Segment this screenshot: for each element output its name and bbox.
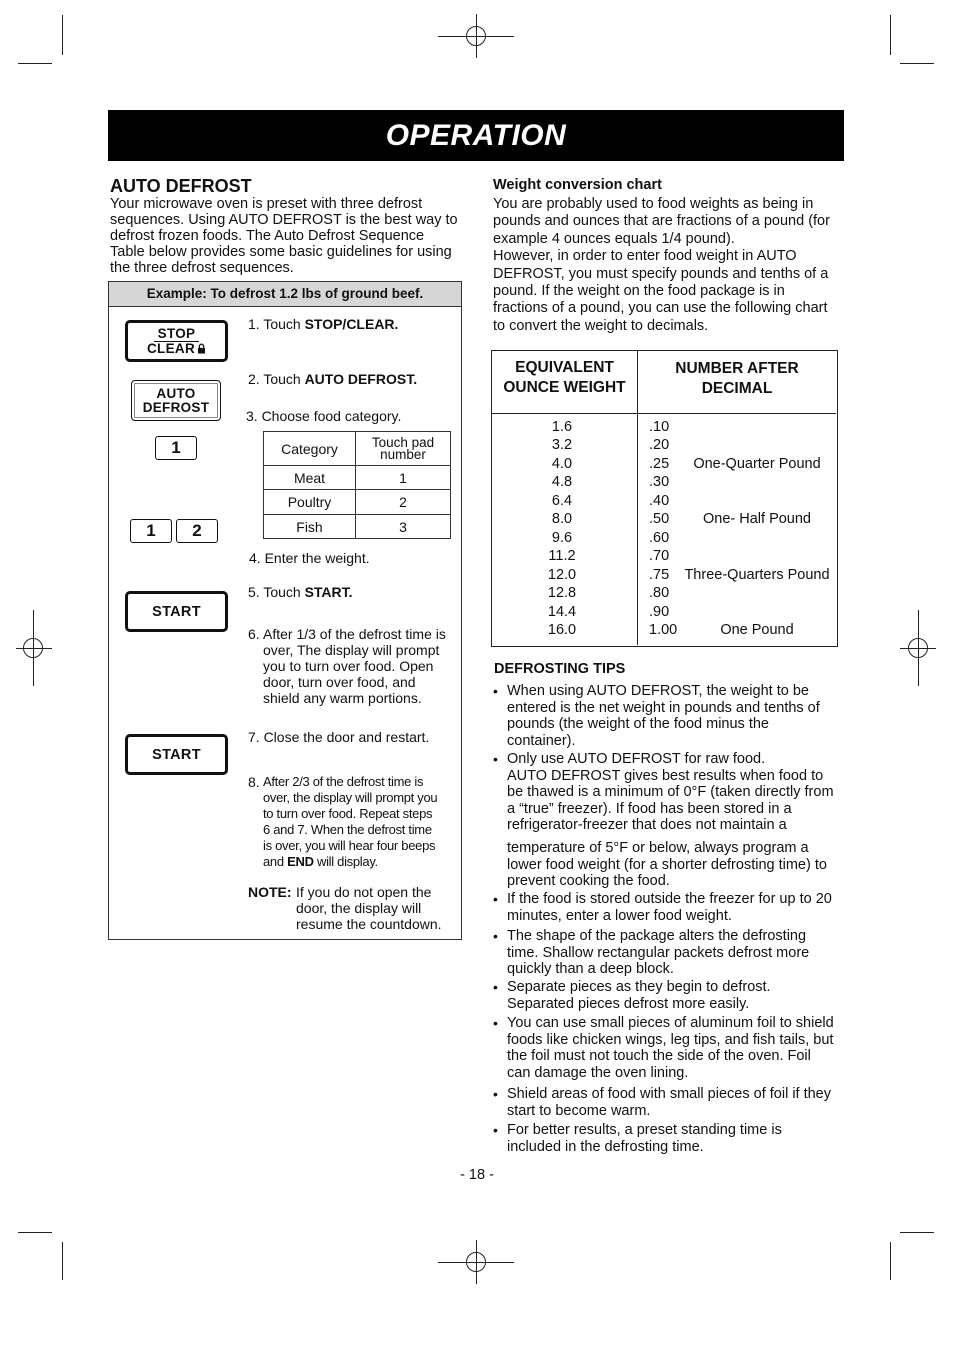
decimal-cell: .25 [649, 456, 670, 472]
category-header: Category [264, 432, 356, 466]
tip-line: prevent cooking the food. [507, 873, 670, 890]
step-text: and [263, 854, 288, 869]
note [248, 884, 456, 932]
step-6 [248, 626, 458, 706]
decimal-cell: .60 [649, 530, 670, 546]
ounce-weight-cell: 6.4 [551, 493, 573, 509]
decimal-cell: .80 [649, 585, 670, 601]
page-title: OPERATION [385, 118, 567, 152]
ounce-weight-cell: 9.6 [551, 530, 573, 546]
ounce-weight-cell: 8.0 [551, 511, 573, 527]
tip-line: the foil must not touch the side of the oven. Foil [507, 1048, 811, 1065]
tip-item [507, 1122, 839, 1155]
example-heading: Example: To defrost 1.2 lbs of ground beef. [109, 282, 461, 307]
intro-line: fractions of a pound, you can use the following chart [493, 300, 828, 317]
step-text: will display. [313, 854, 378, 869]
decimal-cell: .75 [649, 567, 670, 583]
intro-line: Table below provides some basic guidelines for using [110, 244, 452, 260]
bullet-icon: • [493, 891, 498, 907]
page-number: - 18 - [460, 1167, 494, 1183]
step-line: After 1/3 of the defrost time is [263, 626, 446, 642]
step-3: 3. Choose food category. [246, 408, 402, 424]
tip-line: refrigerator-freezer that does not maintain a [507, 817, 787, 834]
ounce-weight-cell: 3.2 [551, 437, 573, 453]
step-line: to turn over food. Repeat steps [263, 806, 433, 821]
note-body [296, 884, 456, 932]
table-row [264, 515, 451, 539]
note-line: resume the countdown. [296, 916, 442, 932]
defrosting-tips-title: DEFROSTING TIPS [494, 661, 626, 677]
tip-line: temperature of 5°F or below, always program a [507, 840, 809, 856]
step-keyword: END [287, 854, 314, 869]
step-line: 6 and 7. When the defrost time [263, 822, 432, 837]
note-line: If you do not open the [296, 884, 432, 900]
decimal-cell: .10 [649, 419, 670, 435]
intro-line: to convert the weight to decimals. [493, 317, 709, 334]
step-keyword: STOP/CLEAR. [304, 316, 399, 332]
number-cell: 1 [356, 466, 451, 490]
step-line: is over, you will hear four beeps [263, 838, 436, 853]
stop-key-label: STOP [154, 327, 200, 342]
decimal-header [638, 359, 836, 399]
step-line [263, 854, 463, 870]
ounce-weight-cell: 12.8 [547, 585, 577, 601]
note-label: NOTE: [248, 884, 292, 900]
intro-line: example 4 ounces equals 1/4 pound). [493, 230, 735, 247]
step-line: After 2/3 of the defrost time is [263, 774, 424, 789]
decimal-cell: .50 [649, 511, 670, 527]
tip-item [507, 683, 839, 749]
step-4: 4. Enter the weight. [249, 550, 370, 566]
intro-line: You are probably used to food weights as being in [493, 196, 814, 212]
tip-item [507, 891, 839, 924]
header-line: DECIMAL [701, 380, 773, 397]
touchpad-header [356, 432, 451, 466]
step-line: door, turn over food, and [263, 674, 416, 690]
number-2-key: 2 [176, 519, 218, 543]
decimal-cell: .40 [649, 493, 670, 509]
tip-line: Shield areas of food with small pieces of foil if they [507, 1086, 831, 1102]
lock-icon [197, 343, 206, 354]
defrost-key-label: DEFROST [142, 399, 210, 415]
step-line: you to turn over food. Open [263, 658, 434, 674]
bullet-icon: • [493, 751, 498, 767]
conversion-table [491, 350, 838, 647]
auto-defrost-title: AUTO DEFROST [110, 176, 252, 196]
weight-conversion-intro [493, 196, 838, 335]
tip-line: entered is the net weight in pounds and tenths of [507, 699, 820, 716]
decimal-cell: .90 [649, 604, 670, 620]
tip-line: The shape of the package alters the defrosting [507, 928, 807, 944]
category-cell: Fish [264, 515, 356, 539]
step-8-body [263, 774, 463, 870]
tip-line: included in the defrosting time. [507, 1138, 704, 1155]
tip-item [507, 1086, 839, 1119]
number-1-key: 1 [155, 436, 197, 460]
clear-key-label-row [147, 342, 206, 356]
tip-item [507, 840, 839, 890]
start-key [125, 734, 228, 775]
ounce-weight-cell: 4.0 [551, 456, 573, 472]
step-line: over, The display will prompt [263, 642, 440, 658]
fraction-label: One-Quarter Pound [693, 456, 821, 472]
header-line: number [380, 446, 426, 462]
tip-line: a “true” freezer). If food has been stored in a [507, 800, 792, 817]
ounce-weight-cell: 11.2 [548, 548, 576, 564]
bullet-icon: • [493, 979, 498, 995]
step-number: 6. [248, 626, 260, 642]
ounce-weight-cell: 14.4 [547, 604, 577, 620]
fraction-label: One- Half Pound [702, 511, 811, 527]
ounce-weight-cell: 12.0 [547, 567, 577, 583]
fraction-label: Three-Quarters Pound [684, 567, 830, 583]
step-1 [248, 316, 398, 332]
bullet-icon: • [493, 1015, 498, 1031]
stop-clear-key [125, 320, 228, 362]
tip-line: Separated pieces defrost more easily. [507, 995, 750, 1012]
tip-line: quickly than a deep block. [507, 961, 674, 978]
intro-line: sequences. Using AUTO DEFROST is the best way to [110, 212, 458, 228]
tip-line: You can use small pieces of aluminum foil to shield [507, 1015, 834, 1031]
ounce-weight-cell: 16.0 [547, 622, 577, 638]
step-6-body [263, 626, 458, 706]
decimal-cell: .30 [649, 474, 670, 490]
tip-line: lower food weight (for a shorter defrosting time) to [507, 856, 827, 873]
bullet-icon: • [493, 683, 498, 699]
tip-line: can damage the oven lining. [507, 1064, 689, 1081]
tip-item [507, 1015, 839, 1081]
start-key-label: START [152, 603, 201, 620]
tip-line: container). [507, 732, 576, 749]
intro-line: However, in order to enter food weight in AUTO [493, 248, 797, 265]
header-line: OUNCE WEIGHT [503, 379, 626, 396]
tip-line: Separate pieces as they begin to defrost. [507, 979, 771, 995]
start-key-label: START [152, 746, 201, 763]
tip-item [507, 928, 839, 978]
bullet-icon: • [493, 1122, 498, 1138]
clear-key-label: CLEAR [147, 340, 195, 356]
note-line: door, the display will [296, 900, 422, 916]
decimal-cell: 1.00 [649, 622, 678, 638]
tip-line: For better results, a preset standing time is [507, 1122, 782, 1138]
tip-item [507, 979, 839, 1012]
auto-defrost-key [131, 380, 221, 421]
start-key [125, 591, 228, 632]
header-line: EQUIVALENT [515, 359, 614, 376]
fraction-label: One Pound [720, 622, 794, 638]
step-line: shield any warm portions. [263, 690, 422, 706]
weight-conversion-title: Weight conversion chart [493, 177, 662, 193]
tip-line: start to become warm. [507, 1102, 651, 1119]
intro-line: pounds and ounces that are fractions of a pound (for [493, 213, 830, 230]
category-table [263, 431, 451, 539]
intro-line: pound. If the weight on the food package is in [493, 283, 785, 300]
tip-item [507, 751, 839, 834]
step-2 [248, 371, 417, 387]
table-row [264, 466, 451, 490]
intro-line: defrost frozen foods. The Auto Defrost Sequence [110, 228, 425, 244]
auto-defrost-intro [110, 196, 462, 276]
decimal-cell: .20 [649, 437, 670, 453]
step-line: over, the display will prompt you [263, 790, 438, 805]
tip-line: If the food is stored outside the freezer for up to 20 [507, 891, 832, 907]
number-cell: 2 [356, 490, 451, 515]
step-5 [248, 584, 353, 600]
tip-line: minutes, enter a lower food weight. [507, 907, 732, 924]
ounce-weight-cell: 4.8 [551, 474, 573, 490]
header-line: NUMBER AFTER [675, 360, 799, 377]
step-text: 2. Touch [248, 371, 305, 387]
intro-line: DEFROST, you must specify pounds and tenths of a [493, 265, 829, 282]
ounce-weight-header [492, 358, 637, 398]
category-cell: Meat [264, 466, 356, 490]
bullet-icon: • [493, 928, 498, 944]
step-8 [248, 774, 463, 870]
number-1-key: 1 [130, 519, 172, 543]
step-text: 5. Touch [248, 584, 305, 600]
category-cell: Poultry [264, 490, 356, 515]
step-keyword: START. [304, 584, 353, 600]
decimal-cell: .70 [649, 548, 670, 564]
step-keyword: AUTO DEFROST. [304, 371, 418, 387]
intro-line: the three defrost sequences. [110, 260, 294, 276]
step-7: 7. Close the door and restart. [248, 729, 430, 745]
bullet-icon: • [493, 1086, 498, 1102]
step-text: 1. Touch [248, 316, 305, 332]
table-row [264, 490, 451, 515]
header-line: Touch pad [371, 434, 435, 450]
tip-line: foods like chicken wings, leg tips, and fish tails, but [507, 1031, 834, 1048]
tip-line: AUTO DEFROST gives best results when food to [507, 767, 824, 784]
page-header-banner [108, 110, 844, 161]
intro-line: Your microwave oven is preset with three defrost [110, 196, 423, 212]
tip-line: Only use AUTO DEFROST for raw food. [507, 751, 766, 767]
tip-line: be thawed is a minimum of 0°F (taken directly from [507, 784, 834, 801]
number-cell: 3 [356, 515, 451, 539]
tip-line: When using AUTO DEFROST, the weight to be [507, 683, 809, 699]
tip-line: pounds (the weight of the food minus the [507, 716, 769, 733]
ounce-weight-cell: 1.6 [551, 419, 573, 435]
auto-key-label: AUTO [156, 385, 196, 401]
tip-line: time. Shallow rectangular packets defrost more [507, 944, 810, 961]
step-number: 8. [248, 774, 260, 790]
